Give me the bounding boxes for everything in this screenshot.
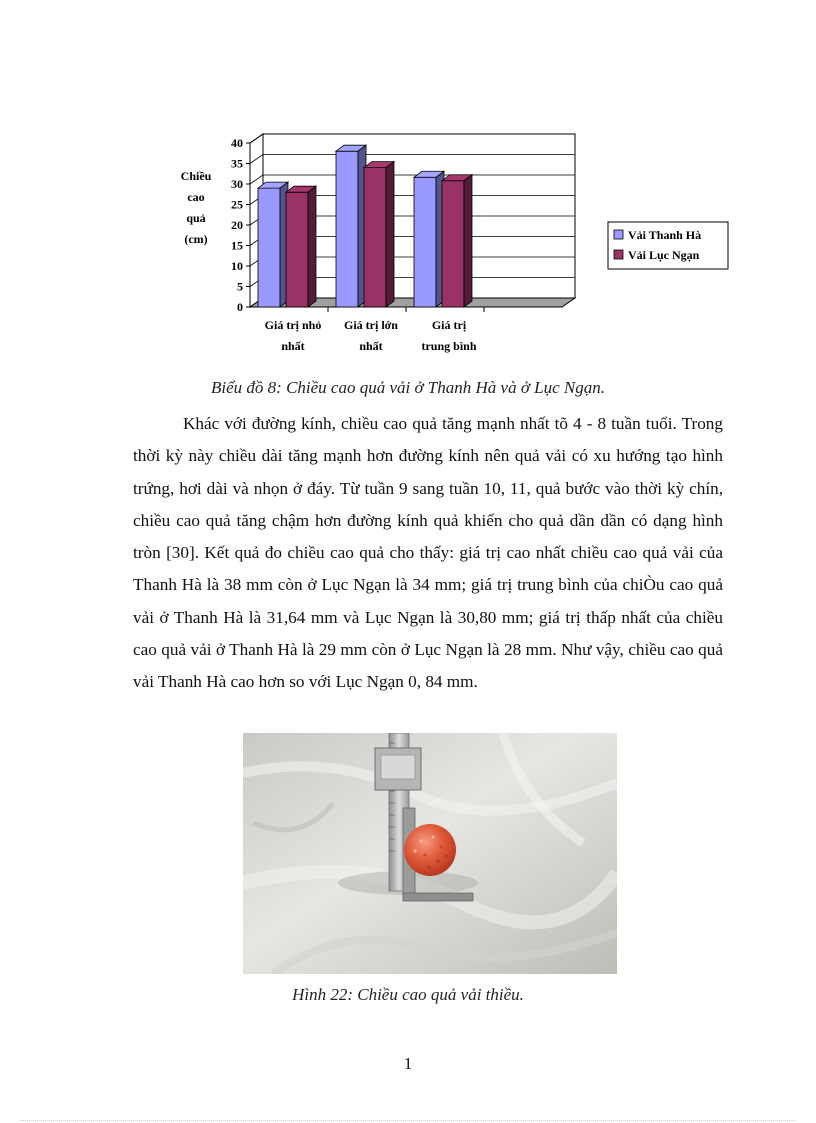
y-axis-label: quả	[186, 211, 206, 225]
y-tick-label: 10	[231, 259, 243, 273]
bar-side	[386, 162, 394, 307]
bar-chart-svg	[160, 125, 740, 365]
x-tick-label: Giá trị	[431, 318, 467, 332]
y-tick-label: 35	[231, 156, 243, 171]
bar	[442, 181, 464, 307]
paragraph: Khác với đường kính, chiều cao quả tăng mạnh nhất tõ 4 - 8 tuần tuổi. Trong thời kỳ này chiều dài tăng mạnh hơn đường kính nên quả vải có xu hướng tạo hình trứng, hơi dài và nhọn ở đáy. Từ tuần 9 sang tuần 10, 11, quả bước vào thời kỳ chín, chiều cao quả tăng chậm hơn đường kính quả khiến cho quả dần dần có dạng hình tròn [30]. Kết quả đo chiều cao quả cho thấy: giá trị cao nhất chiều cao quả vải của Thanh Hà là 38 mm còn ở Lục Ngạn là 34 mm; giá trị trung bình của chiÒu cao quả vải ở Thanh Hà là 31,64 mm và Lục Ngạn là 30,80 mm; giá trị thấp nhất của chiều cao quả vải ở Thanh Hà là 29 mm còn ở Lục Ngạn là 28 mm. Như vậy, chiều cao quả vải Thanh Hà cao hơn so với Lục Ngạn 0, 84 mm.	[133, 414, 723, 692]
y-tick-label: 20	[231, 218, 243, 232]
bar-side	[464, 175, 472, 307]
footer-divider	[20, 1120, 796, 1121]
y-axis-label: cao	[187, 190, 205, 204]
y-tick-label: 40	[231, 136, 243, 150]
y-tick-label: 30	[231, 177, 243, 191]
page-number: 1	[403, 1054, 413, 1073]
legend-label: Vải Thanh Hà	[628, 228, 702, 242]
x-tick-label: Giá trị lớn	[344, 318, 398, 332]
bar-side	[308, 186, 316, 307]
chart-caption: Biểu đồ 8: Chiều cao quả vải ở Thanh Hà và ở Lục Ngạn.	[211, 378, 605, 397]
y-tick-label: 25	[231, 197, 243, 212]
legend-label: Vải Lục Ngạn	[628, 248, 700, 262]
y-tick-label: 15	[231, 238, 243, 253]
legend-swatch	[614, 250, 623, 259]
x-tick-label: trung bình	[421, 339, 477, 353]
bar	[258, 188, 280, 307]
lychee-measurement-photo	[243, 733, 617, 974]
x-tick-label: nhất	[359, 339, 383, 353]
legend-swatch	[614, 230, 623, 239]
x-tick-label: Giá trị nhỏ	[264, 318, 322, 332]
bar	[286, 192, 308, 307]
bar	[414, 177, 436, 307]
y-tick-label: 0	[237, 300, 243, 314]
y-axis-label: Chiều	[180, 169, 212, 183]
bar-chart	[160, 125, 740, 365]
bar	[364, 168, 386, 307]
figure-caption: Hình 22: Chiều cao quả vải thiều.	[292, 985, 524, 1004]
x-tick-label: nhất	[281, 339, 305, 353]
body-text	[133, 408, 723, 699]
bar	[336, 151, 358, 307]
y-tick-label: 5	[237, 279, 243, 294]
y-axis-label: (cm)	[184, 232, 208, 246]
